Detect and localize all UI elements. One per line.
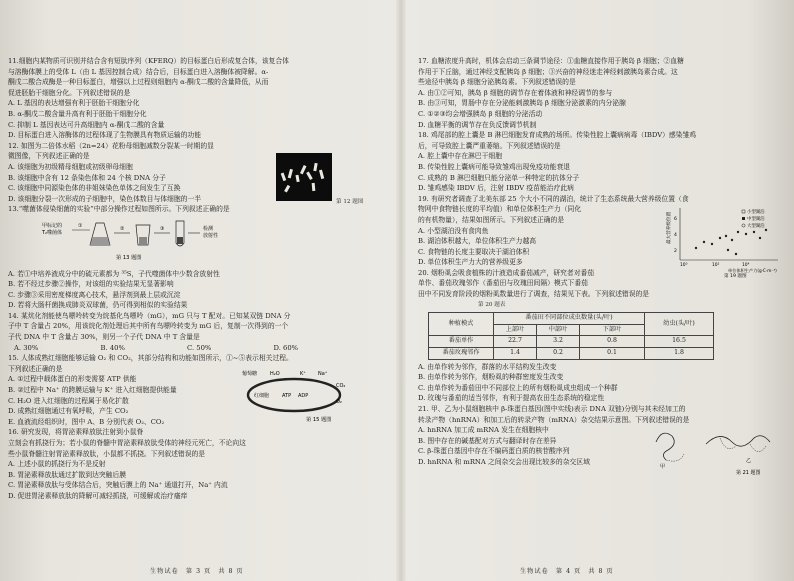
table-header-adult: 番茄田不同部位成虫数量(头/叶) (494, 313, 645, 325)
page-footer-left: 生物试卷 第 3 页 共 8 页 (150, 568, 244, 575)
q17-option-b: B. 由③可知，胃肠中存在分泌能刺激胰岛 β 细胞分泌激素的内分泌腺 (418, 99, 626, 108)
q14-option-b: B. 40% (100, 343, 125, 352)
q12-option-c: C. 该细胞中同源染色体的非姐妹染色单体之间发生了互换 (8, 184, 181, 193)
q12-option-b: B. 该细胞中含有 12 条染色体和 24 个核 DNA 分子 (8, 173, 166, 182)
q14-option-d: D. 60% (273, 343, 299, 352)
q13-label-radioactivity: 放射性 (203, 232, 219, 239)
q13-label-phage: T₂噬菌体 (42, 229, 63, 236)
q19-point (711, 243, 713, 245)
q19-point (753, 231, 755, 233)
q19-point (765, 229, 767, 231)
table-cell: 22.7 (494, 336, 537, 348)
q21-stem-line: 21. 甲、乙为小鼠细胞核中 β-珠蛋白基因(图中实线)表示 DNA 双链)分别与其未经加工的 (418, 405, 686, 413)
q13-label-detect: 检测 (203, 225, 214, 232)
q19-points (695, 229, 767, 255)
q15-option-e: E. 血液流经组织时，图中 A、B 分别代表 O₂、CO₂ (8, 417, 165, 426)
q20-table-caption: 第 20 题表 (478, 301, 506, 308)
table-cell: 番茄单作 (429, 336, 494, 348)
q19-xtick: 10⁴ (742, 262, 750, 268)
q21-stem-line: 转录产物（hnRNA）和加工后的转录产物（mRNA）杂交结果示意图。下列叙述错误的是 (418, 415, 690, 424)
question-18 (418, 130, 786, 194)
q19-legend (742, 208, 765, 229)
q11-option-b: B. α-酮戊二酸含量升高有利于胚胎干细胞分化 (8, 109, 147, 118)
q12-option-d: D. 该细胞分裂一次形成的子细胞中，染色体数目与体细胞的一半 (8, 194, 202, 203)
q21-label-a: 甲 (660, 464, 666, 470)
q17-stem-line: 作用于下丘脑，通过神经支配胰岛 β 细胞；③兴奋的神经迷走神经刺激胰岛素合成。这 (418, 67, 678, 76)
q19-point (719, 237, 721, 239)
q15-stem-line: 下列叙述正确的是 (8, 364, 63, 373)
q20-option-b: B. 由单作转为邻作，烟粉虱的种群密度发生改变 (418, 373, 564, 382)
q18-option-c: C. 成熟的 B 淋巴细胞只能分泌单一种特定的抗体分子 (418, 173, 580, 182)
q21-option-a: A. hnRNA 加工成 mRNA 发生在细胞核中 (418, 426, 549, 435)
q12-stem-line: 微图像，下列叙述正确的是 (8, 152, 90, 161)
table-cell: 番茄玫瑰邻作 (429, 348, 494, 360)
q20-option-d: D. 玫瑰与番茄的适当邻作，有利于提高农田生态系统的稳定性 (418, 394, 605, 403)
q19-point (731, 239, 733, 241)
q11-option-d: D. 目标蛋白进入溶酶体的过程体现了生物膜具有物质运输的功能 (8, 131, 202, 140)
q17-stem-line: 些途径中胰岛 β 细胞分泌胰岛素。下列叙述错误的是 (418, 78, 576, 87)
table-header-mode: 种植模式 (429, 313, 494, 336)
q15-option-a: A. ①过程中载体蛋白的形变需要 ATP 供能 (8, 375, 137, 384)
q13-option-d: D. 若将大肠杆菌换成肺炎双球菌，仍可得到相似的实验结果 (8, 301, 188, 310)
q12-micrograph (276, 153, 332, 201)
q16-stem-line: 些小鼠脊髓注射胃泌素释放肽，小鼠都不抓挠。下列叙述错误的是 (8, 449, 206, 458)
q12-option-a: A. 该细胞为初级精母细胞或初级卵母细胞 (8, 162, 133, 171)
q15-stem-line: 15. 人体成熟红细胞能够运输 O₂ 和 CO₂，其部分结构和功能如图所示，①~⑤表示相关过程。 (8, 354, 293, 363)
q21-hybrid-b (706, 436, 770, 446)
q19-stem-line: 19. 有研究者调查了北美东部 25 个大小不同的湖泊，统计了生态系统最大营养级位置（食 (418, 194, 689, 203)
table-row (429, 336, 714, 348)
q14-option-c: C. 50% (187, 343, 212, 352)
q14-stem-line: 14. 某炕化剂能使鸟嘌呤转变为烷基化鸟嘌呤（mG），mG 只与 T 配对。已知某双链 DNA 分 (8, 311, 291, 320)
q19-option-c: C. 食物链的长度主要取决于湖泊体积 (418, 247, 530, 256)
q13-stem-line: 13.“噬菌体侵染细菌的实验”中部分操作过程如图所示。下列叙述正确的是 (8, 205, 230, 214)
q14-stem-line: 子代 DNA 中 T 含量占 30%，则另一个子代 DNA 中 T 含量是 (8, 333, 200, 342)
q13-label-marked: 甲标记的 (42, 222, 63, 229)
q19-caption: 第 19 题图 (724, 273, 747, 279)
question-17 (418, 56, 786, 130)
q18-stem-line: 18. 鸡尾部的腔上囊是 B 淋巴细胞发育成熟的场所。传染性腔上囊病病毒（IBDV）感染雏鸡 (418, 131, 697, 140)
q19-point (703, 241, 705, 243)
q18-stem-line: 后，可导致腔上囊严重萎缩。下列叙述错误的是 (418, 141, 561, 150)
q18-option-a: A. 腔上囊中存在淋巴干细胞 (418, 152, 502, 161)
q15-label-o2: O₂ (336, 399, 342, 406)
question-15 (8, 353, 360, 427)
q13-option-b: B. 若不经过步骤②操作，对该组的实验结果无显著影响 (8, 280, 174, 289)
table-header-larva: 幼虫(头/叶) (645, 313, 714, 336)
question-11 (8, 56, 360, 141)
table-subheader-upper: 上部叶 (494, 324, 537, 336)
q20-table (428, 312, 714, 359)
q19-option-a: A. 小型湖泊没有食肉鱼 (418, 226, 489, 235)
q13-option-c: C. 步骤③采用密度梯度离心技术，悬浮剂到最上层或沉淀 (8, 290, 181, 299)
q17-option-c: C. ①②③均会增强胰岛 β 细胞的分泌活动 (418, 109, 543, 118)
table-cell: 1.8 (645, 348, 714, 360)
q19-ytick: 6 (674, 216, 677, 222)
table-cell: 0.1 (580, 348, 645, 360)
q19-point (745, 233, 747, 235)
q16-stem-line: 立刻会有抓挠行为；若小鼠的脊髓中胃泌素释放肽受体的神经元死亡，不论向这 (8, 439, 246, 447)
right-page (418, 56, 786, 561)
q19-point (737, 231, 739, 233)
q19-xtick: 10² (712, 262, 720, 268)
q13-caption: 第 13 题图 (116, 254, 142, 261)
table-cell: 0.8 (580, 336, 645, 348)
table-subheader-middle: 中部叶 (537, 324, 580, 336)
question-12 (8, 141, 364, 205)
q12-stem-line: 12. 如图为二倍体水稻（2n=24）花粉母细胞减数分裂某一时期的显 (8, 141, 214, 150)
q21-figure (650, 424, 784, 476)
q16-option-b: B. 胃泌素释放肽通过扩散到达突触后膜 (8, 470, 127, 479)
q11-stem-line: 促进胚胎干细胞分化。下列叙述错误的是 (8, 88, 131, 97)
question-16 (8, 427, 360, 501)
q12-caption: 第 12 题图 (336, 198, 364, 205)
q19-ytick: 2 (674, 248, 677, 254)
q11-stem-line: 11.细胞内某物质可识别并结合含有短肽序列（KFERQ）的目标蛋白后形成复合体，该复合体 (8, 57, 289, 65)
q19-ylabel: 最大营养级位置 (667, 211, 672, 244)
q13-step-2: ② (120, 225, 125, 232)
q17-option-a: A. 由①②可知，胰岛 β 细胞的调节存在着体液和神经调节的参与 (418, 88, 613, 97)
q21-option-d: D. hnRNA 和 mRNA 之间杂交会出现比较多的杂交区域 (418, 457, 590, 466)
q21-hybrid-a (656, 433, 674, 460)
q20-option-a: A. 由单作转为邻作，群落的水平结构发生改变 (418, 362, 557, 371)
q14-stem-line: 子中 T 含量占 20%，用该烷化剂处理后其中所有鸟嘌呤转变为 mG 后，复制一次得到的一个 (8, 322, 289, 331)
q20-stem-line: 单作、番茄玫瑰邻作（番茄田与玫瑰田间隔）模式下番茄 (418, 279, 588, 288)
q15-option-c: C. H₂O 进入红细胞的过程属于易化扩散 (8, 396, 129, 405)
q15-label-cell: 红细胞 (254, 393, 270, 400)
q19-ytick: 4 (674, 232, 677, 238)
q16-option-c: C. 胃泌素释放肽与受体结合后，突触后膜上的 Na⁺ 通道打开，Na⁺ 内流 (8, 481, 228, 490)
q20-stem-line: 20. 烟粉虱会吸食植株的汁液造成番茄减产，研究者对番茄 (418, 268, 595, 277)
q19-stem-line: 的有机物量），结果如图所示。下列叙述正确的是 (418, 215, 565, 224)
q17-stem-line: 17. 血糖浓度升高时，机体会启动三条调节途径：①血糖直接作用于胰岛 β 细胞；②血糖 (418, 57, 684, 65)
q19-option-d: D. 单位体积生产力大的营养级更多 (418, 258, 523, 267)
q15-label-atp: ATP (282, 393, 292, 400)
q16-option-a: A. 上述小鼠的抓挠行为不是反射 (8, 460, 106, 469)
chromosome-image (276, 153, 332, 201)
table-cell: 16.5 (645, 336, 714, 348)
q19-point (725, 235, 727, 237)
q19-option-b: B. 湖泊体积越大，单位体积生产力越高 (418, 237, 537, 246)
q21-option-b: B. 图中存在的碱基配对方式与翻译时存在差异 (418, 436, 557, 445)
q19-scatter-plot (666, 202, 784, 278)
q13-step-3: ③ (160, 225, 165, 232)
q15-option-b: B. ②过程中 Na⁺ 的跨膜运输与 K⁺ 进入红细胞提供能量 (8, 386, 177, 395)
question-13 (8, 204, 360, 311)
q11-stem-line: 与溶酶体膜上的受体 L（由 L 基因控制合成）结合后，目标蛋白进入溶酶体被降解。α- (8, 67, 269, 76)
q13-step-1: ① (78, 222, 83, 229)
q15-label-adp: ADP (298, 393, 309, 400)
question-20 (418, 268, 786, 404)
q11-stem-line: 酮戊二酸合成酶是一种目标蛋白，增强以上过程则细胞内 α-酮戊二酸的含量降低，从而 (8, 78, 269, 87)
q15-label-k: K⁺ (300, 371, 306, 378)
q19-stem-line: 物网中食物链长度的平均值）和单位体积生产力（同化 (418, 205, 582, 214)
q20-stem-line: 田中不同发育阶段的烟粉虱数量进行了调查，结果见下表。下列叙述错误的是 (418, 290, 650, 299)
q19-legend-large: 大型湖泊 (747, 223, 765, 229)
table-cell: 0.2 (537, 348, 580, 360)
table-subheader-lower: 下部叶 (580, 324, 645, 336)
q15-label-na: Na⁺ (318, 371, 328, 378)
q14-option-a: A. 30% (14, 343, 39, 352)
page-footer-right: 生物试卷 第 4 页 共 8 页 (520, 568, 614, 575)
q15-caption: 第 15 题图 (306, 417, 332, 424)
q19-legend-medium: 中型湖泊 (747, 216, 765, 222)
q16-stem-line: 16. 研究发现，将胃泌素释放肽注射到小鼠脊 (8, 428, 144, 437)
q11-option-c: C. 抑制 L 基因表达可升高细胞内 α-酮戊二酸的含量 (8, 120, 165, 129)
q19-xtick: 10⁰ (680, 262, 688, 268)
q19-xlabel: 单位体积生产力(g·C·m⁻³) (728, 267, 777, 273)
table-cell: 1.4 (494, 348, 537, 360)
q16-option-d: D. 促进胃泌素释放肽的降解可减轻抓挠，可缓解或治疗瘙痒 (8, 491, 188, 500)
q19-point (695, 247, 697, 249)
q17-option-d: D. 血糖平衡的调节存在负反馈调节机制 (418, 120, 537, 129)
q19-point (759, 237, 761, 239)
question-14 (8, 311, 360, 353)
q15-label-glucose: 葡萄糖 (242, 371, 258, 378)
q18-option-b: B. 传染性腔上囊病可能导致雏鸡出现免疫功能衰退 (418, 162, 571, 171)
q19-legend-small: 小型湖泊 (747, 209, 765, 215)
q13-option-a: A. 若①中培养液成分中的硫元素都为 ³⁵S，子代噬菌体中少数含放射性 (8, 269, 220, 278)
q21-option-c: C. β-珠蛋白基因中存在不编码蛋白质的核苷酸序列 (418, 447, 570, 456)
q19-point (735, 253, 737, 255)
q20-option-c: C. 由单作转为番茄田中不同部位上的所有烟粉虱成虫组成一个种群 (418, 383, 618, 392)
q18-option-d: D. 雏鸡感染 IBDV 后，注射 IBDV 疫苗能治疗此病 (418, 184, 574, 193)
q15-label-co2: CO₂ (336, 383, 346, 390)
q11-option-a: A. L 基因的表达增强有利于胚胎干细胞分化 (8, 99, 140, 108)
page-fold (396, 0, 406, 581)
question-21 (418, 404, 786, 476)
q13-figure (38, 215, 238, 265)
left-page (8, 56, 364, 561)
q21-caption: 第 21 题图 (736, 470, 761, 476)
q21-label-b: 乙 (746, 458, 752, 464)
q19-point (727, 249, 729, 251)
table-row (429, 348, 714, 360)
q15-figure (236, 367, 356, 423)
table-cell: 3.2 (537, 336, 580, 348)
q15-label-water: H₂O (270, 371, 280, 378)
q15-option-d: D. 成熟红细胞通过有氧呼吸，产生 CO₂ (8, 407, 129, 416)
